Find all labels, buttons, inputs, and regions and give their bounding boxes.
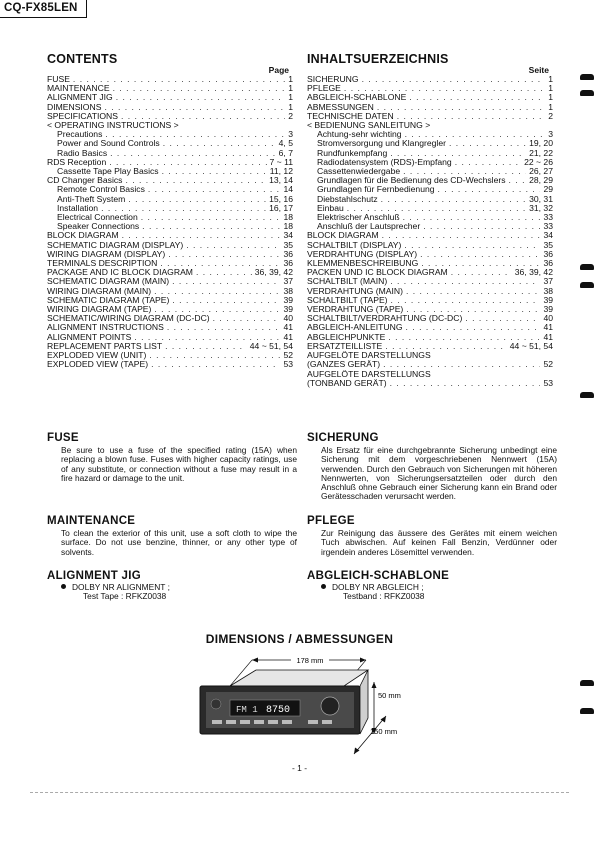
display-frequency-text: 8750 — [265, 705, 290, 716]
binding-mark — [580, 74, 594, 80]
de-toc-page: 33 — [543, 221, 553, 232]
de-toc-page: 38 — [543, 285, 553, 296]
en-toc-label: REPLACEMENT PARTS LIST — [47, 340, 163, 351]
de-toc-label: Grundlagen für Fernbedienung — [317, 184, 435, 195]
en-toc-page: 40 — [283, 313, 293, 324]
de-toc-page: 1 — [548, 83, 553, 94]
de-toc-leader — [390, 277, 540, 286]
de-toc-leader — [420, 250, 540, 259]
de-toc-label: Diebstahlschutz — [317, 193, 378, 204]
abgleich-section — [307, 570, 557, 602]
fuse-section — [47, 432, 297, 483]
en-toc-page: 6, 7 — [278, 147, 293, 158]
en-toc-label: Cassette Tape Play Basics — [57, 166, 159, 177]
binding-mark — [580, 264, 594, 270]
dimensions-heading: DIMENSIONS / ABMESSUNGEN — [205, 632, 394, 646]
de-toc-label: Elektrischer Anschluß — [317, 212, 400, 223]
de-toc-leader — [382, 231, 541, 240]
en-toc-label: ALIGNMENT INSTRUCTIONS — [47, 322, 164, 333]
en-toc-label: SCHEMATIC/WIRING DIAGRAM (DC-DC) — [47, 313, 210, 324]
en-toc-leader — [148, 185, 281, 194]
de-toc-leader — [406, 287, 540, 296]
en-toc-leader — [125, 176, 266, 185]
en-toc-label: Speaker Connections — [57, 221, 140, 232]
en-toc-label: Remote Control Basics — [57, 184, 145, 195]
en-toc-label: ALIGNMENT POINTS — [47, 331, 132, 342]
model-number: CQ-FX85LEN — [0, 0, 87, 18]
de-toc-label: (TONBAND GERÄT) — [307, 377, 387, 388]
de-toc-page: 28, 29 — [529, 175, 553, 186]
de-toc-label: AUFGELÖTE DARSTELLUNGS — [307, 368, 431, 379]
en-toc-page: 53 — [283, 359, 293, 370]
en-toc-label: Installation — [57, 202, 99, 213]
en-toc-label: ALIGNMENT JIG — [47, 92, 113, 103]
de-toc-leader — [377, 103, 545, 112]
de-toc-page: 53 — [543, 377, 553, 388]
de-toc-page: 35 — [543, 239, 553, 250]
en-toc-leader — [149, 351, 280, 360]
de-toc-label: SCHALTBILT (TAPE) — [307, 294, 388, 305]
de-toc-leader — [451, 268, 512, 277]
de-toc-page: 34 — [543, 230, 553, 241]
alignment-jig-section — [47, 570, 297, 602]
de-toc-label: ERSATZTEILLISTE — [307, 340, 383, 351]
de-toc-page: 1 — [548, 101, 553, 112]
en-toc-label: WIRING DIAGRAM (MAIN) — [47, 285, 152, 296]
en-toc-page: 36 — [283, 248, 293, 259]
en-toc-row — [47, 360, 293, 369]
car-stereo-dimension-drawing — [190, 648, 420, 760]
de-toc-leader — [438, 185, 541, 194]
pflege-text: Zur Reinigung das äussere des Gerätes mit einem weichen Tuch abwischen. Auf keinen Fall Benzin, Verdünner oder irgendein anderes Lösemittel verwenden. — [321, 528, 557, 557]
de-toc-page: 44 ~ 51, 54 — [509, 340, 553, 351]
height-label: 50 mm — [378, 691, 401, 700]
en-toc-label: WIRING DIAGRAM (TAPE) — [47, 304, 152, 315]
de-toc-label: PFLEGE — [307, 83, 341, 94]
en-toc-page: 7 ~ 11 — [269, 156, 293, 167]
en-toc-page: 36 — [283, 258, 293, 269]
page-number: - 1 - — [291, 763, 308, 773]
en-toc-label: WIRING DIAGRAM (DISPLAY) — [47, 248, 166, 259]
de-toc-label: ABMESSUNGEN — [307, 101, 374, 112]
en-toc-leader — [172, 296, 280, 305]
de-toc-page: 29 — [543, 184, 553, 195]
de-toc-label: Anschluß der Lautsprecher — [317, 221, 421, 232]
en-toc-page: 39 — [283, 304, 293, 315]
de-toc-leader — [455, 158, 521, 167]
de-toc-page: 36 — [543, 258, 553, 269]
en-toc-label: SCHEMATIC DIAGRAM (TAPE) — [47, 294, 170, 305]
en-toc-page: 35 — [283, 239, 293, 250]
de-toc-leader — [362, 75, 546, 84]
alignment-jig-heading: ALIGNMENT JIG — [47, 570, 141, 582]
en-toc-leader — [163, 139, 276, 148]
de-toc-leader — [404, 241, 540, 250]
de-toc-leader — [449, 139, 526, 148]
de-toc-page: 3 — [548, 129, 553, 140]
en-toc-label: Anti-Theft System — [57, 193, 126, 204]
fold-line — [30, 792, 569, 793]
de-toc-page: 19, 20 — [529, 138, 553, 149]
display-band-text: FM 1 — [236, 705, 258, 715]
en-toc-leader — [104, 103, 285, 112]
de-toc-page: 36, 39, 42 — [514, 267, 553, 278]
en-toc-label: Radio Basics — [57, 147, 108, 158]
en-toc-label: DIMENSIONS — [47, 101, 102, 112]
sicherung-section — [307, 432, 557, 502]
de-toc-row — [307, 379, 553, 388]
en-toc-leader — [162, 167, 267, 176]
contents-de-title: INHALTSUERZEICHNIS — [307, 52, 449, 66]
de-toc-label: Rundfunkempfang — [317, 147, 388, 158]
en-toc-label: Electrical Connection — [57, 212, 138, 223]
en-toc-label: < OPERATING INSTRUCTIONS > — [47, 120, 179, 131]
en-toc-label: Power and Sound Controls — [57, 138, 160, 149]
de-toc-page: 1 — [548, 74, 553, 84]
de-toc-leader — [406, 323, 541, 332]
de-toc-label: SCHALTBILT (DISPLAY) — [307, 239, 402, 250]
en-toc-page: 4, 5 — [278, 138, 293, 149]
de-toc-leader — [423, 222, 540, 231]
de-toc-page: 22 ~ 26 — [524, 156, 553, 167]
contents-en-page-heading: Page — [268, 65, 289, 75]
en-toc-leader — [167, 323, 281, 332]
fuse-text: Be sure to use a fuse of the specified rating (15A) when replacing a blown fuse. Fuses with higher capacity ratings, use of any substitute, or connection without a fuse may result in a fire hazard or damage to the unit. — [61, 445, 297, 483]
de-toc-label: Stromversorgung und Klangregler — [317, 138, 446, 149]
fuse-heading: FUSE — [47, 432, 79, 444]
de-toc-page: 30, 31 — [529, 193, 553, 204]
abgleich-line1: DOLBY NR ABGLEICH ; — [321, 583, 557, 592]
de-toc-page: 26, 27 — [529, 166, 553, 177]
en-toc-page: 34 — [283, 230, 293, 241]
de-toc-leader — [509, 176, 527, 185]
en-toc-label: MAINTENANCE — [47, 83, 110, 94]
en-toc-leader — [172, 277, 280, 286]
binding-mark — [580, 90, 594, 96]
en-toc-label: RDS Reception — [47, 156, 107, 167]
en-toc-page: 2 — [288, 110, 293, 121]
en-toc-page: 36, 39, 42 — [254, 267, 293, 278]
en-toc-page: 1 — [288, 101, 293, 112]
de-toc-page: 21, 22 — [529, 147, 553, 158]
en-toc-leader — [196, 268, 252, 277]
en-toc-page: 14 — [283, 184, 293, 195]
en-toc-leader — [154, 287, 280, 296]
de-toc-page: 41 — [543, 322, 553, 333]
en-toc-page: 1 — [288, 92, 293, 103]
de-toc-page: 31, 32 — [529, 202, 553, 213]
en-toc-leader — [141, 213, 281, 222]
de-toc-label: VERDRAHTUNG (TAPE) — [307, 304, 404, 315]
contents-de — [307, 52, 553, 388]
en-toc-page: 3 — [288, 129, 293, 140]
sicherung-text: Als Ersatz für eine durchgebrannte Sicherung unbedingt eine Sicherung mit dem vorgeschriebenen Nennwert (15A) verwenden. Durch den Gebrauch von Sicherungen mit höheren Nennwerten, von Sicherungsersatzteilen oder durch den Anschluß ohne Gebrauch einer Sicherung kann ein Brand oder Gerätesschaden verursacht werden. — [321, 445, 557, 502]
de-toc-label: KLEMMENBESCHREIBUNG — [307, 258, 419, 269]
de-toc-label: ABGLEICH-ANLEITUNG — [307, 322, 403, 333]
en-toc-page: 1 — [288, 83, 293, 94]
de-toc-leader — [409, 93, 545, 102]
en-toc-label: SCHEMATIC DIAGRAM (MAIN) — [47, 276, 170, 287]
de-toc-page: 39 — [543, 304, 553, 315]
de-toc-label: SCHALTBILT (MAIN) — [307, 276, 388, 287]
abgleich-line2: Testband : RFKZ0038 — [343, 591, 425, 602]
de-toc-leader — [403, 213, 541, 222]
contents-de-list — [307, 75, 553, 388]
en-toc-page: 18 — [283, 212, 293, 223]
contents-en-title: CONTENTS — [47, 52, 118, 66]
de-toc-label: Cassettenwiedergabe — [317, 166, 401, 177]
de-toc-leader — [465, 314, 540, 323]
de-toc-page: 1 — [548, 92, 553, 103]
de-toc-label: VERDRAHTUNG (MAIN) — [307, 285, 403, 296]
de-toc-label: PACKEN UND IC BLOCK DIAGRAM — [307, 267, 448, 278]
de-toc-label: Achtung-sehr wichting — [317, 129, 402, 140]
en-toc-page: 39 — [283, 294, 293, 305]
en-toc-leader — [142, 222, 280, 231]
de-toc-label: VERDRAHTUNG (DISPLAY) — [307, 248, 418, 259]
de-toc-page: 36 — [543, 248, 553, 259]
binding-mark — [580, 680, 594, 686]
de-toc-label: SCHALTBILT/VERDRAHTUNG (DC-DC) — [307, 313, 463, 324]
depth-label: 150 mm — [370, 727, 398, 736]
de-toc-page: 41 — [543, 331, 553, 342]
en-toc-page: 37 — [283, 276, 293, 287]
bullet-icon — [61, 584, 66, 589]
de-toc-page: 40 — [543, 313, 553, 324]
de-toc-label: (GANZES GERÄT) — [307, 359, 381, 370]
binding-mark — [580, 282, 594, 288]
en-toc-page: 44 ~ 51, 54 — [249, 340, 293, 351]
de-toc-label: SICHERUNG — [307, 74, 359, 84]
de-toc-leader — [390, 379, 541, 388]
de-toc-label: ABGLEICH-SCHABLONE — [307, 92, 407, 103]
sicherung-heading: SICHERUNG — [307, 432, 379, 444]
de-toc-label: Radiodatensystem (RDS)-Empfang — [317, 156, 452, 167]
de-toc-page: 52 — [543, 359, 553, 370]
maintenance-section — [47, 515, 297, 557]
en-toc-label: Precautions — [57, 129, 103, 140]
de-toc-label: BLOCK DIAGRAM — [307, 230, 379, 241]
en-toc-leader — [128, 195, 266, 204]
de-toc-label: < BEDIENUNG SANLEITUNG > — [307, 120, 431, 131]
en-toc-leader — [151, 360, 280, 369]
en-toc-leader — [165, 342, 247, 351]
de-toc-label: AUFGELÖTE DARSTELLUNGS — [307, 350, 431, 361]
en-toc-page: 18 — [283, 221, 293, 232]
en-toc-leader — [116, 93, 285, 102]
en-toc-label: EXPLODED VIEW (UNIT) — [47, 350, 147, 361]
de-toc-label: TECHNISCHE DATEN — [307, 110, 394, 121]
alignment-jig-line2: Test Tape : RFKZ0038 — [83, 591, 167, 602]
en-toc-page: 52 — [283, 350, 293, 361]
de-toc-page: 37 — [543, 276, 553, 287]
binding-mark — [580, 392, 594, 398]
en-toc-label: SCHEMATIC DIAGRAM (DISPLAY) — [47, 239, 184, 250]
pflege-section — [307, 515, 557, 557]
en-toc-leader — [110, 149, 276, 158]
de-toc-page: 2 — [548, 110, 553, 121]
en-toc-page: 41 — [283, 331, 293, 342]
bullet-icon — [321, 584, 326, 589]
de-toc-page: 39 — [543, 294, 553, 305]
en-toc-page: 16, 17 — [269, 202, 293, 213]
en-toc-page: 38 — [283, 285, 293, 296]
contents-en — [47, 52, 293, 370]
de-toc-leader — [391, 296, 541, 305]
en-toc-leader — [113, 84, 286, 93]
maintenance-text: To clean the exterior of this unit, use a soft cloth to wipe the surface. Do not use benzine, thinner, or any other type of solvents. — [61, 528, 297, 557]
en-toc-page: 15, 16 — [269, 193, 293, 204]
en-toc-page: 11, 12 — [269, 166, 293, 177]
en-toc-label: SPECIFICATIONS — [47, 110, 118, 121]
contents-en-list — [47, 75, 293, 370]
maintenance-heading: MAINTENANCE — [47, 515, 136, 527]
de-toc-label: Einbau — [317, 202, 344, 213]
pflege-heading: PFLEGE — [307, 515, 355, 527]
de-toc-label: Grundlagen für die Bedienung des CD-Wechslers — [317, 175, 506, 186]
en-toc-leader — [213, 314, 281, 323]
en-toc-leader — [168, 250, 280, 259]
de-toc-label: ABGLEICHPUNKTE — [307, 331, 386, 342]
en-toc-page: 1 — [288, 74, 293, 84]
binding-mark — [580, 708, 594, 714]
en-toc-label: TERMINALS DESCRIPTION — [47, 258, 158, 269]
de-toc-leader — [381, 195, 526, 204]
en-toc-page: 13, 14 — [269, 175, 293, 186]
alignment-jig-line1: DOLBY NR ALIGNMENT ; — [61, 583, 297, 592]
en-toc-leader — [186, 241, 280, 250]
en-toc-label: BLOCK DIAGRAM — [47, 230, 119, 241]
en-toc-page: 41 — [283, 322, 293, 333]
de-toc-page: 33 — [543, 212, 553, 223]
en-toc-label: PACKAGE AND IC BLOCK DIAGRAM — [47, 267, 193, 278]
en-toc-label: FUSE — [47, 74, 70, 84]
width-label: 178 mm — [296, 656, 324, 665]
abgleich-heading: ABGLEICH-SCHABLONE — [307, 570, 450, 582]
contents-de-page-heading: Seite — [528, 65, 549, 75]
de-toc-row — [307, 75, 553, 84]
en-toc-label: CD Changer Basics — [47, 175, 123, 186]
en-toc-label: EXPLODED VIEW (TAPE) — [47, 359, 149, 370]
